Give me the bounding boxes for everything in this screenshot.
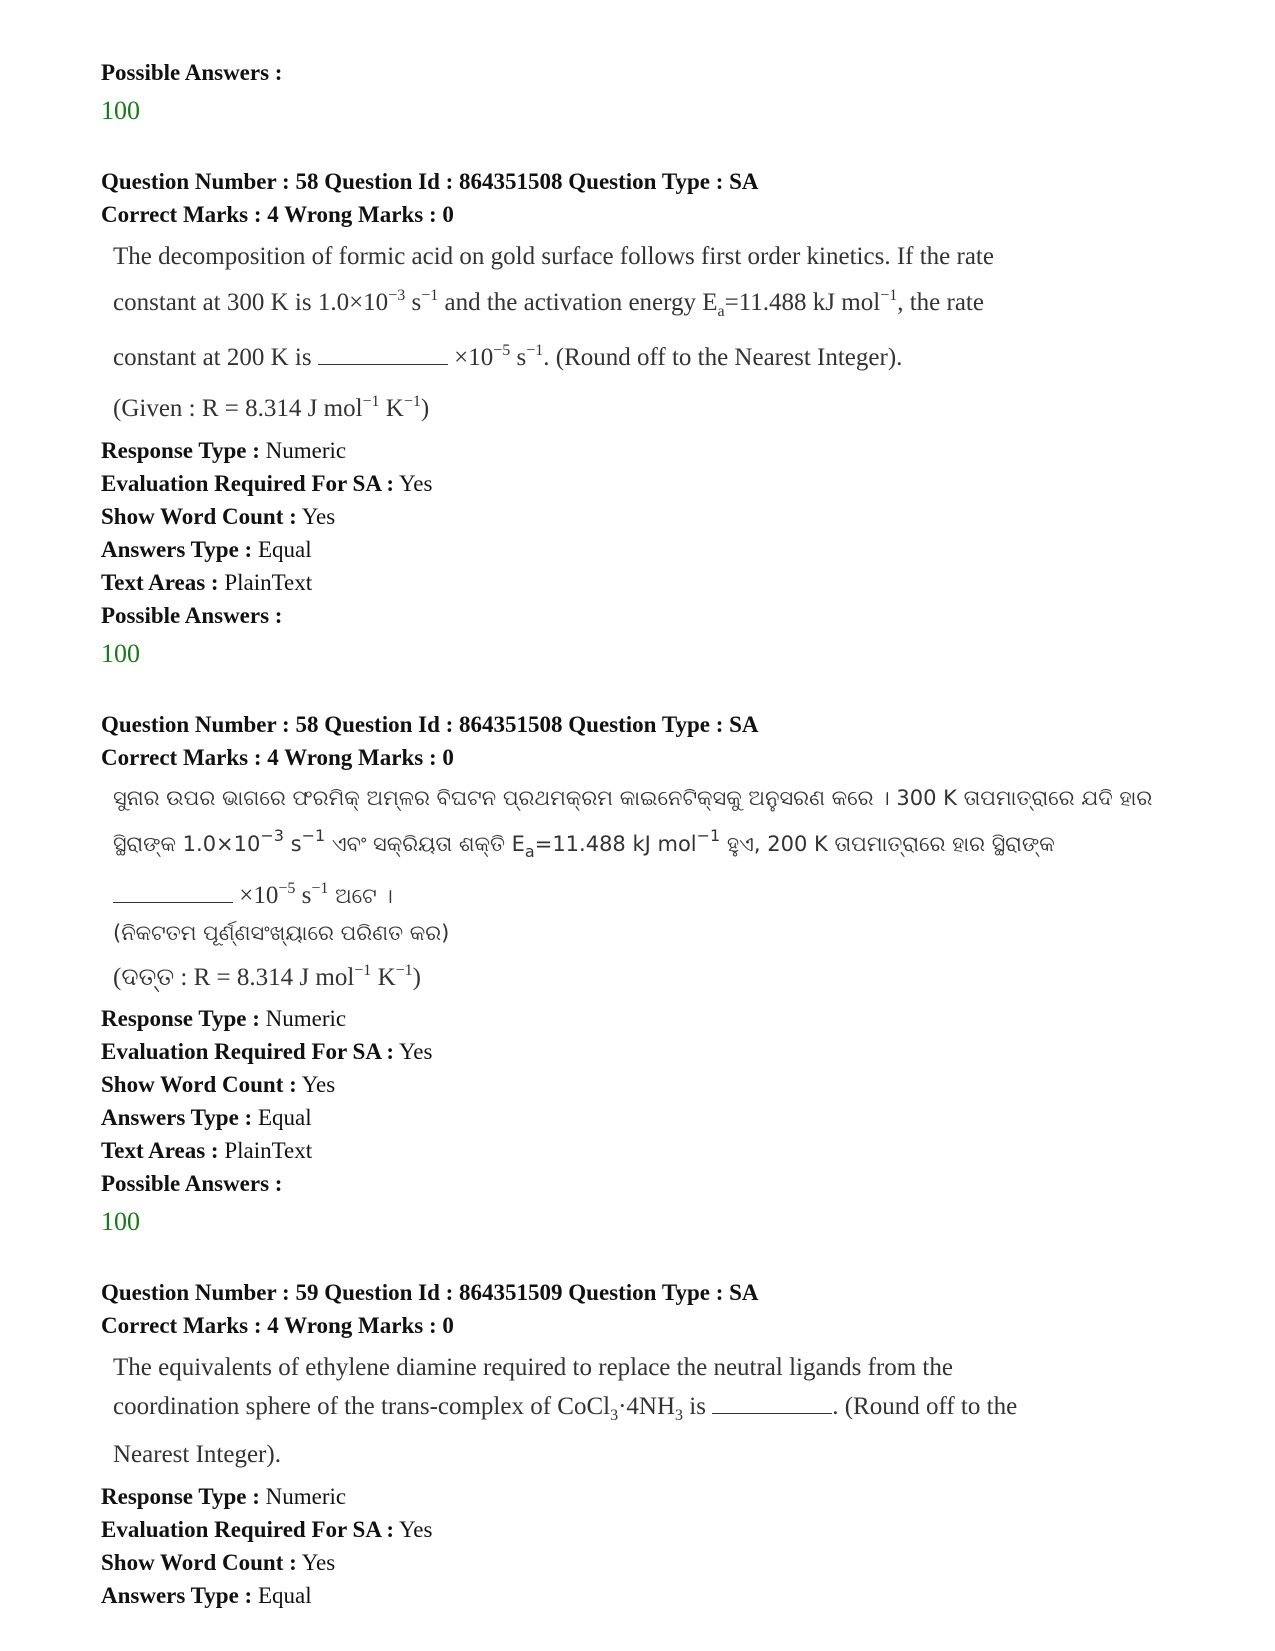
marks-line: Correct Marks : 4 Wrong Marks : 0 [101, 745, 454, 770]
question-text: The equivalents of ethylene diamine required to replace the neutral ligands from the coordination sphere of the trans-complex of $CoCl_3\cdot 4NH_3$ is . (Round off to the Nearest Integer). [113, 1354, 1018, 1468]
answers-type: Equal [257, 1583, 312, 1608]
response-type: Numeric [265, 1484, 347, 1509]
question-id: 864351508 [459, 169, 563, 194]
document-page [101, 56, 1181, 1648]
possible-answer-value: 100 [101, 96, 140, 125]
question-type: SA [729, 169, 759, 194]
question-header: Question Number : 59 Question Id : 864351509 Question Type : SA [101, 1280, 759, 1305]
wrong-marks: 0 [442, 1313, 454, 1338]
text-areas: PlainText [224, 1138, 313, 1163]
question-id: 864351509 [459, 1280, 563, 1305]
question-header: Question Number : 58 Question Id : 864351508 Question Type : SA [101, 712, 759, 737]
answers-type: Equal [257, 537, 312, 562]
wrong-marks: 0 [442, 745, 454, 770]
correct-marks: 4 [267, 745, 279, 770]
question-block: Question Number : 58 Question Id : 864351508 Question Type : SA Correct Marks : 4 Wrong Marks : 0 The decomposition of formic acid on gold surface follows first order kinetics. If the rate constant at 300 K is $1.0\times 10^{-3}$ $s^{-1}$ and the activation energy $E_a=11.488$ kJ mol$^{-1}$, the rate constant at 200 K is $\times 10^{-5}$ $s^{-1}$. (Round off to the Nearest Integer). (Given : R = 8.314 J mol$^{-1}$ $K^{-1}$) Response Type : Numeric Evaluation Required For SA : Yes Show Word Count : Yes Answers Type : Equal Text Areas : PlainText Possible Answers : 100 [101, 165, 1181, 672]
correct-marks: 4 [267, 1313, 279, 1338]
answers-type: Equal [257, 1105, 312, 1130]
possible-answers-label: Possible Answers : [101, 1171, 283, 1196]
evaluation-required: Yes [399, 1517, 433, 1542]
question-id: 864351508 [459, 712, 563, 737]
possible-answer-value: 100 [101, 1207, 140, 1236]
possible-answers-label: Possible Answers : [101, 603, 283, 628]
correct-marks: 4 [267, 202, 279, 227]
possible-answer-value: 100 [101, 639, 140, 668]
previous-answer-block [101, 56, 1181, 129]
show-word-count: Yes [301, 504, 336, 529]
wrong-marks: 0 [442, 202, 454, 227]
marks-line: Correct Marks : 4 Wrong Marks : 0 [101, 1313, 454, 1338]
answer-blank [712, 1395, 832, 1414]
evaluation-required: Yes [399, 1039, 433, 1064]
question-block: Question Number : 59 Question Id : 864351509 Question Type : SA Correct Marks : 4 Wrong Marks : 0 The equivalents of ethylene diamine required to replace the neutral ligands from the coordination sphere of the trans-complex of $CoCl_3\cdot 4NH_3$ is . (Round off to the Nearest Integer). Response Type : Numeric Evaluation Required For SA : Yes Show Word Count : Yes Answers Type : Equal [101, 1276, 1181, 1612]
question-type: SA [729, 712, 759, 737]
answer-blank [318, 346, 448, 365]
question-text: The decomposition of formic acid on gold surface follows first order kinetics. If the rate constant at 300 K is $1.0\times 10^{-3}$ $s^{-1}$ and the activation energy $E_a=11.488$ kJ mol$^{-1}$, the rate constant at 200 K is $\times 10^{-5}$ $s^{-1}$. (Round off to the Nearest Integer). (Given : R = 8.314 J mol$^{-1}$ $K^{-1}$) [113, 243, 994, 422]
question-number: 58 [295, 712, 319, 737]
question-number: 59 [295, 1280, 319, 1305]
response-type: Numeric [265, 438, 347, 463]
question-type: SA [729, 1280, 759, 1305]
marks-line: Correct Marks : 4 Wrong Marks : 0 [101, 202, 454, 227]
show-word-count: Yes [301, 1072, 336, 1097]
text-areas: PlainText [224, 570, 313, 595]
question-block: Question Number : 58 Question Id : 864351508 Question Type : SA Correct Marks : 4 Wrong Marks : 0 ସୁନାର ଉପର ଭାଗରେ ଫରମିକ୍ ଅମ୍ଳର ବିଘଟନ ପ୍ରଥମକ୍ରମ କାଇନେଟିକ୍ସକୁ ଅନୁସରଣ କରେ । 300 K ତାପମାତ୍ରାରେ ଯଦି ହାର ସ୍ଥିରାଙ୍କ $1.0\times 10^{-3}$ $s^{-1}$ ଏବଂ ସକ୍ରିୟତା ଶକ୍ତି $E_a=11.488$ kJ mol$^{-1}$ ହୁଏ, 200 K ତାପମାତ୍ରାରେ ହାର ସ୍ଥିରାଙ୍କ $\times 10^{-5}$ $s^{-1}$ ଅଟେ । (ନିକଟତମ ପୂର୍ଣ୍ଣସଂଖ୍ୟାରେ ପରିଣତ କର) (ଦତ୍ତ : R = 8.314 J mol$^{-1}$ $K^{-1}$) Response Type : Numeric Evaluation Required For SA : Yes Show Word Count : Yes Answers Type : Equal Text Areas : PlainText Possible Answers : 100 [101, 708, 1181, 1240]
answer-blank [113, 884, 233, 903]
question-header: Question Number : 58 Question Id : 864351508 Question Type : SA [101, 169, 759, 194]
possible-answers-label: Possible Answers : [101, 60, 283, 85]
show-word-count: Yes [301, 1550, 336, 1575]
question-number: 58 [295, 169, 319, 194]
question-text: ସୁନାର ଉପର ଭାଗରେ ଫରମିକ୍ ଅମ୍ଳର ବିଘଟନ ପ୍ରଥମକ୍ରମ କାଇନେଟିକ୍ସକୁ ଅନୁସରଣ କରେ । 300 K ତାପମାତ୍ରାରେ ଯଦି ହାର ସ୍ଥିରାଙ୍କ $1.0\times 10^{-3}$ $s^{-1}$ ଏବଂ ସକ୍ରିୟତା ଶକ୍ତି $E_a=11.488$ kJ mol$^{-1}$ ହୁଏ, 200 K ତାପମାତ୍ରାରେ ହାର ସ୍ଥିରାଙ୍କ $\times 10^{-5}$ $s^{-1}$ ଅଟେ । (ନିକଟତମ ପୂର୍ଣ୍ଣସଂଖ୍ୟାରେ ପରିଣତ କର) (ଦତ୍ତ : R = 8.314 J mol$^{-1}$ $K^{-1}$) [113, 786, 1153, 991]
evaluation-required: Yes [399, 471, 433, 496]
response-type: Numeric [265, 1006, 347, 1031]
